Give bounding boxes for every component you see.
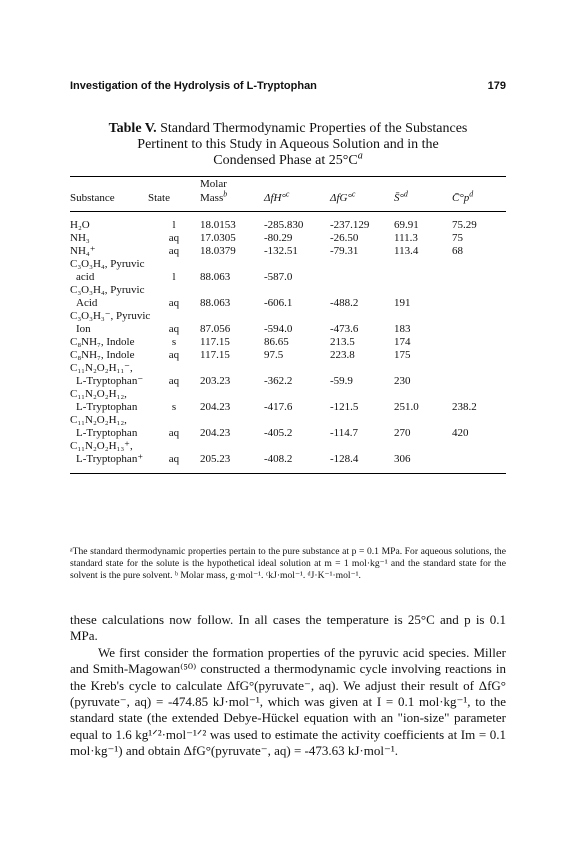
cell-state: s (171, 401, 177, 413)
cell-state: aq (168, 375, 180, 387)
cell-mass: 205.23 (200, 453, 231, 465)
col-cp-label: C̄°p (452, 192, 470, 204)
cell-mass: 203.23 (200, 375, 231, 387)
cell-mass: 88.063 (200, 297, 231, 309)
cell-mass: 17.0305 (200, 232, 236, 244)
cell-dfh: -80.29 (264, 232, 293, 244)
col-dfh-sup: c (285, 189, 290, 199)
cell-entropy: 270 (394, 427, 411, 439)
cell-substance: NH₃ (70, 232, 90, 244)
col-cp-sup: d (469, 189, 474, 199)
cell-dfg (330, 271, 394, 284)
cell-entropy: 69.91 (394, 219, 419, 231)
table-row (70, 219, 506, 232)
col-dfg-sup: c (351, 189, 356, 199)
col-dfh-label: ΔfH° (264, 192, 286, 204)
caption-line-1 (80, 121, 496, 137)
table-row (70, 297, 506, 310)
cell-substance: L-Tryptophan⁻ (76, 375, 144, 387)
col-dfg (330, 177, 394, 212)
table-row-name (70, 362, 506, 375)
properties-table (70, 176, 506, 474)
col-entropy-label: S̄° (394, 192, 404, 204)
cell-heat-capacity (452, 375, 506, 388)
caption-footnote-mark: a (357, 150, 363, 162)
table-row (70, 245, 506, 258)
table-row-name (70, 310, 506, 323)
table-row (70, 232, 506, 245)
cell-substance: C₁₁N₂O₂H₁₃⁺, (70, 440, 133, 452)
cell-heat-capacity (452, 336, 506, 349)
bottom-rule (70, 474, 506, 475)
table-row (70, 271, 506, 284)
cell-dfh: 86.65 (264, 336, 289, 348)
cell-mass: 204.23 (200, 401, 231, 413)
cell-dfg: -59.9 (330, 375, 353, 387)
caption-line-3 (80, 150, 496, 169)
cell-dfh: -408.2 (264, 453, 293, 465)
running-head-title: Investigation of the Hydrolysis of L-Tryptophan (70, 80, 317, 92)
cell-entropy: 111.3 (394, 232, 418, 244)
cell-entropy (394, 271, 452, 284)
cell-dfg: 223.8 (330, 349, 355, 361)
cell-state: aq (168, 349, 180, 361)
cell-mass: 87.056 (200, 323, 231, 335)
cell-mass: 88.063 (200, 271, 231, 283)
table-row (70, 427, 506, 440)
cell-heat-capacity (452, 323, 506, 336)
cell-substance: L-Tryptophan (76, 427, 138, 439)
col-mass-sup: b (223, 189, 228, 199)
col-mass-line1: Molar (200, 178, 227, 190)
header-rule (70, 212, 506, 220)
table-row-name (70, 414, 506, 427)
page-number: 179 (487, 80, 506, 92)
cell-substance: H₂O (70, 219, 90, 231)
col-mass (200, 177, 264, 212)
table-footnote: ᵃThe standard thermodynamic properties pertain to the pure substance at p = 0.1 MPa. For aqueous solutions, the standard state for the solute is the hypothetical ideal solution at m = 1 mol·kg⁻¹ and the standard state for the solvent is the pure solvent. ᵇ Molar mass, g·mol⁻¹. ᶜkJ·mol⁻¹. ᵈJ·K⁻¹·mol⁻¹. (70, 546, 506, 582)
col-state: State (148, 192, 170, 204)
col-substance: Substance (70, 192, 115, 204)
cell-substance: C₁₁N₂O₂H₁₁⁻, (70, 362, 133, 374)
cell-heat-capacity: 238.2 (452, 401, 477, 413)
cell-dfg: 213.5 (330, 336, 355, 348)
cell-substance: NH₄⁺ (70, 245, 96, 257)
col-mass-line2: Mass (200, 192, 224, 204)
cell-substance: Acid (76, 297, 98, 309)
cell-dfg: -473.6 (330, 323, 359, 335)
cell-entropy: 175 (394, 349, 411, 361)
paragraph-2: We first consider the formation properties of the pyruvic acid species. Miller and Smith-Magowan⁽⁵⁰⁾ constructed a thermodynamic cycle involving reactions in the Kreb's cycle to calculate ΔfG°(pyruvate⁻, aq). We adjust their result of ΔfG°(pyruvate⁻, aq) = -474.85 kJ·mol⁻¹, which was given at I = 0.1 mol·kg⁻¹, to the standard state (the extended Debye-Hückel equation with an "ion-size" parameter equal to 1.6 kg¹ᐟ²·mol⁻¹ᐟ² was used to estimate the activity coefficients at Im = 0.1 mol·kg⁻¹) and obtain ΔfG°(pyruvate⁻, aq) = -473.63 kJ·mol⁻¹. (70, 644, 506, 759)
table-header-row (70, 177, 506, 212)
table-row-name (70, 284, 506, 297)
caption-text-1: Standard Thermodynamic Properties of the Substances (160, 121, 468, 136)
cell-heat-capacity: 420 (452, 427, 469, 439)
cell-entropy: 183 (394, 323, 411, 335)
cell-heat-capacity: 68 (452, 245, 463, 257)
col-dfh (264, 177, 330, 212)
cell-dfh: -587.0 (264, 271, 293, 283)
cell-dfh: -606.1 (264, 297, 293, 309)
cell-substance: C₁₁N₂O₂H₁₂, (70, 388, 127, 400)
cell-state: aq (168, 453, 180, 465)
cell-mass: 18.0153 (200, 219, 236, 231)
cell-state: s (171, 336, 177, 348)
cell-entropy: 230 (394, 375, 411, 387)
cell-dfg: -128.4 (330, 453, 359, 465)
cell-dfg: -121.5 (330, 401, 359, 413)
cell-entropy: 113.4 (394, 245, 419, 257)
table-row (70, 323, 506, 336)
cell-state: aq (168, 323, 180, 335)
table-row (70, 375, 506, 388)
table-caption (80, 121, 496, 169)
cell-dfg: -114.7 (330, 427, 359, 439)
col-entropy (394, 177, 452, 212)
cell-mass: 117.15 (200, 336, 230, 348)
cell-dfg: -237.129 (330, 219, 370, 231)
cell-state: aq (168, 297, 180, 309)
cell-heat-capacity: 75 (452, 232, 463, 244)
cell-dfh: -594.0 (264, 323, 293, 335)
cell-dfh: -405.2 (264, 427, 293, 439)
cell-dfg: -79.31 (330, 245, 359, 257)
running-head (70, 80, 506, 92)
cell-substance: Ion (76, 323, 91, 335)
table-row-name (70, 440, 506, 453)
cell-state: aq (168, 427, 180, 439)
caption-line-2: Pertinent to this Study in Aqueous Solution and in the (137, 137, 439, 152)
col-dfg-label: ΔfG° (330, 192, 352, 204)
cell-state: l (172, 271, 176, 283)
table-row-name (70, 258, 506, 271)
cell-mass: 117.15 (200, 349, 230, 361)
cell-dfh: 97.5 (264, 349, 284, 361)
table-row (70, 349, 506, 362)
table-row (70, 453, 506, 466)
cell-entropy: 174 (394, 336, 411, 348)
cell-mass: 18.0379 (200, 245, 236, 257)
cell-entropy: 191 (394, 297, 411, 309)
cell-heat-capacity (452, 453, 506, 466)
cell-substance: L-Tryptophan (76, 401, 138, 413)
cell-state: l (172, 219, 176, 231)
cell-substance: C₁₁N₂O₂H₁₂, (70, 414, 127, 426)
cell-substance: L-Tryptophan⁺ (76, 453, 144, 465)
cell-heat-capacity (452, 349, 506, 362)
table-row (70, 401, 506, 414)
cell-substance: C₃O₃H₃⁻, Pyruvic (70, 310, 151, 322)
table-row (70, 336, 506, 349)
cell-substance: C₈NH₇, Indole (70, 336, 135, 348)
cell-heat-capacity (452, 297, 506, 310)
cell-heat-capacity (452, 271, 506, 284)
cell-entropy: 306 (394, 453, 411, 465)
cell-dfh: -285.830 (264, 219, 304, 231)
cell-dfg: -26.50 (330, 232, 359, 244)
bottom-spacer (70, 466, 506, 474)
cell-heat-capacity: 75.29 (452, 219, 477, 231)
table-body (70, 212, 506, 475)
col-entropy-sup: d (403, 189, 408, 199)
cell-dfh: -132.51 (264, 245, 298, 257)
table-row-name (70, 388, 506, 401)
cell-entropy: 251.0 (394, 401, 419, 413)
cell-state: aq (168, 245, 180, 257)
cell-substance: C₃O₃H₄, Pyruvic (70, 284, 145, 296)
caption-label: Table V. (108, 121, 157, 136)
cell-substance: C₈NH₇, Indole (70, 349, 135, 361)
cell-dfh: -417.6 (264, 401, 293, 413)
paragraph-1: these calculations now follow. In all cases the temperature is 25°C and p is 0.1 MPa. (70, 612, 506, 644)
cell-substance: acid (76, 271, 95, 283)
cell-state: aq (168, 232, 180, 244)
cell-mass: 204.23 (200, 427, 231, 439)
cell-substance: C₃O₃H₄, Pyruvic (70, 258, 145, 270)
body-text (70, 612, 506, 760)
cell-dfg: -488.2 (330, 297, 359, 309)
cell-dfh: -362.2 (264, 375, 293, 387)
caption-text-3: Condensed Phase at 25°C (213, 153, 358, 168)
col-heat-capacity (452, 177, 506, 212)
